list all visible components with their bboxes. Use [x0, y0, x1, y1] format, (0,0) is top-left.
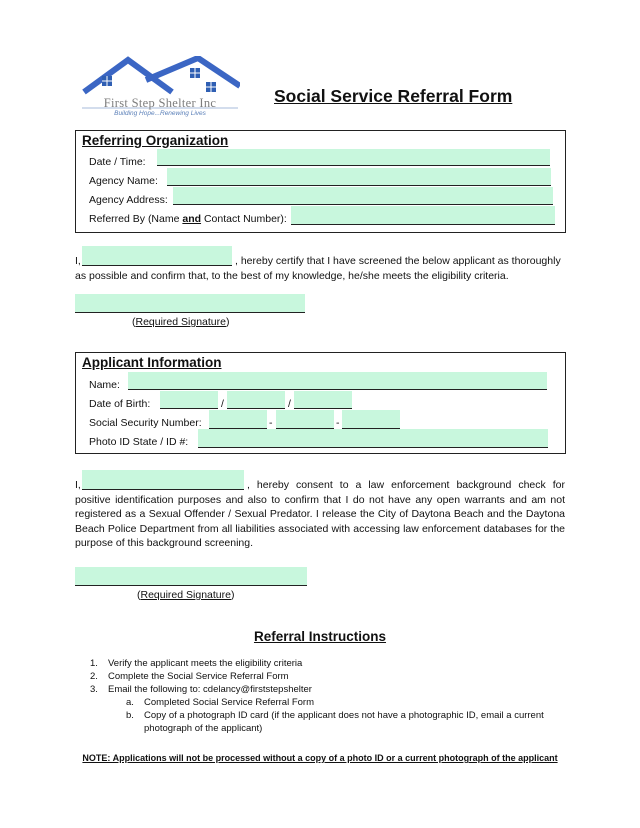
sublist-item-continued: photograph of the applicant)	[144, 723, 263, 734]
list-item: Email the following to: cdelancy@firststepshelter	[108, 684, 312, 695]
list-item-number: 1.	[90, 658, 98, 669]
applicant-signature-field[interactable]	[75, 567, 307, 586]
dob-separator: /	[221, 398, 224, 410]
ssn-separator: -	[269, 417, 273, 429]
form-title: Social Service Referral Form	[274, 86, 513, 106]
referring-organization-section	[75, 130, 566, 233]
list-item-number: 2.	[90, 671, 98, 682]
applicant-signature-caption: (Required Signature)	[137, 589, 235, 601]
consent-text: , hereby consent to a law enforcement background check for positive identification purposes and also to confirm that I do not have any open warrants and am not registered as a Sexual Offender / Sexual Predator. I release the City of Daytona Beach and the Daytona Beach Police Department from all liabilities associated with accessing law enforcement databases for the purpose of this background screening.	[75, 479, 565, 549]
sublist-item-letter: b.	[126, 710, 134, 721]
list-item: Verify the applicant meets the eligibility criteria	[108, 658, 303, 669]
certify-prefix: I,	[75, 255, 81, 267]
ssn-part3-field[interactable]	[342, 410, 400, 429]
agency-name-label: Agency Name:	[89, 175, 158, 187]
applicant-information-section	[75, 352, 566, 454]
agency-address-field[interactable]	[173, 187, 553, 205]
ssn-separator: -	[336, 417, 340, 429]
dob-label: Date of Birth:	[89, 398, 151, 410]
sublist-item: Copy of a photograph ID card (if the applicant does not have a photographic ID, email a current	[144, 710, 544, 721]
datetime-field[interactable]	[157, 149, 550, 166]
list-item-number: 3.	[90, 684, 98, 695]
note-text: NOTE: Applications will not be processed without a copy of a photo ID or a current photograph of the applicant	[82, 753, 558, 763]
referred-by-field[interactable]	[291, 206, 555, 225]
ssn-part1-field[interactable]	[209, 410, 267, 429]
section-heading: Referring Organization	[82, 133, 229, 148]
list-item: Complete the Social Service Referral Form	[108, 671, 289, 682]
certify-text: , hereby certify that I have screened the below applicant as thoroughly as possible and confirm that, to the best of my knowledge, he/she meets the eligibility criteria.	[75, 255, 561, 282]
referred-by-label: Referred By (Name and Contact Number):	[89, 213, 287, 225]
instructions-heading: Referral Instructions	[253, 629, 387, 644]
screener-signature-caption: (Required Signature)	[132, 316, 230, 328]
agency-address-label: Agency Address:	[89, 194, 168, 206]
dob-month-field[interactable]	[160, 391, 218, 409]
consent-prefix: I,	[75, 479, 81, 491]
logo-name: First Step Shelter Inc	[103, 96, 217, 110]
sublist-item: Completed Social Service Referral Form	[144, 697, 315, 708]
logo-tagline: Building Hope...Renewing Lives	[114, 110, 206, 117]
dob-separator: /	[288, 398, 291, 410]
ssn-part2-field[interactable]	[276, 410, 334, 429]
dob-day-field[interactable]	[227, 391, 285, 409]
screener-signature-field[interactable]	[75, 294, 305, 313]
dob-year-field[interactable]	[294, 391, 352, 409]
photo-id-field[interactable]	[198, 429, 548, 448]
agency-name-field[interactable]	[167, 168, 551, 186]
ssn-label: Social Security Number:	[89, 417, 202, 429]
section-heading: Applicant Information	[82, 355, 222, 370]
sublist-item-letter: a.	[126, 697, 134, 708]
applicant-name-field[interactable]	[128, 372, 547, 390]
name-label: Name:	[89, 379, 120, 391]
photo-id-label: Photo ID State / ID #:	[89, 436, 189, 448]
datetime-label: Date / Time:	[89, 156, 146, 168]
